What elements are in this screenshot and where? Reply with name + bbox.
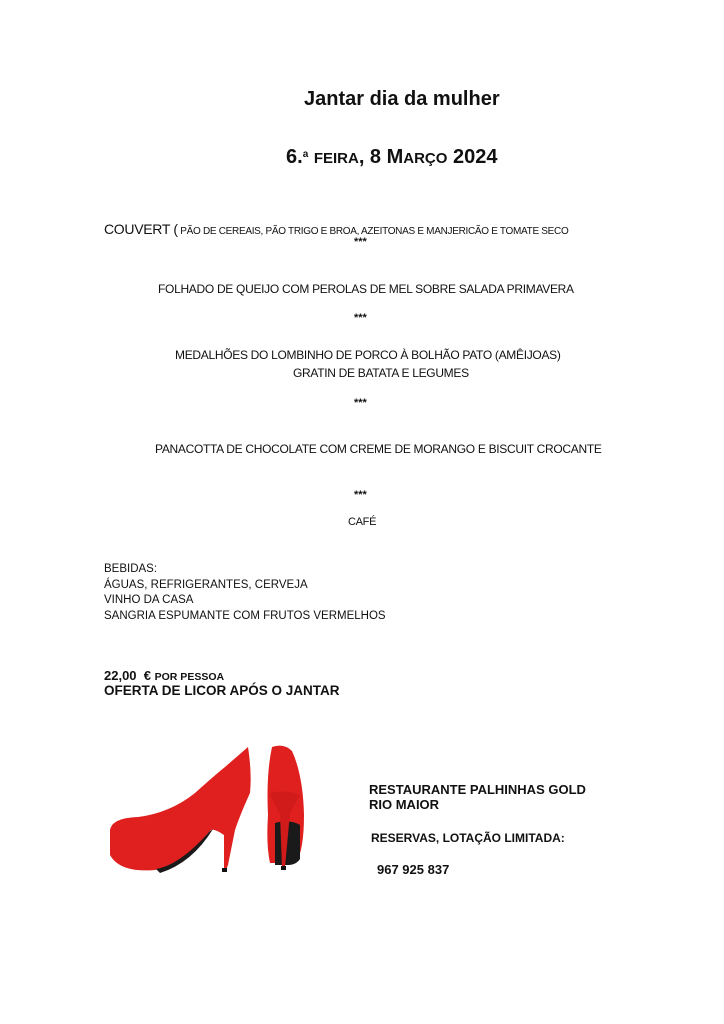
price-line [104,668,224,683]
menu-couvert [104,221,568,237]
separator: *** [354,397,367,409]
date-feira: FEIRA [313,150,359,167]
menu-coffee: CAFÉ [348,516,377,528]
drinks-item: SANGRIA ESPUMANTE COM FRUTOS VERMELHOS [104,609,386,622]
separator: *** [354,489,367,501]
date-day-month: , 8 M [358,146,404,168]
price-amount: 22,00 [104,668,137,683]
event-date [286,146,498,169]
date-ordinal: a [302,149,309,160]
menu-starter: FOLHADO DE QUEIJO COM PEROLAS DE MEL SOBRE SALADA PRIMAVERA [158,282,574,296]
drinks-item: VINHO DA CASA [104,594,194,606]
reservations-note: RESERVAS, LOTAÇÃO LIMITADA: [371,831,565,845]
drinks-section [104,562,386,624]
restaurant-location: RIO MAIOR [369,797,440,812]
menu-main-line1: MEDALHÕES DO LOMBINHO DE PORCO À BOLHÃO PATO (AMÊIJOAS) [175,348,561,362]
date-day-number: 6. [286,146,303,168]
couvert-items: PÃO DE CEREAIS, PÃO TRIGO E BROA, AZEITONAS E MANJERICÃO E TOMATE SECO [177,226,569,237]
drinks-item: ÁGUAS, REFRIGERANTES, CERVEJA [104,578,308,591]
price-per-person: POR PESSOA [154,671,225,683]
separator: *** [354,312,367,324]
high-heels-icon [100,735,320,910]
page-title: Jantar dia da mulher [304,88,500,110]
drinks-heading: BEBIDAS: [104,563,158,575]
separator: *** [354,236,367,248]
menu-dessert: PANACOTTA DE CHOCOLATE COM CREME DE MORANGO E BISCUIT CROCANTE [155,442,602,456]
liqueur-offer: OFERTA DE LICOR APÓS O JANTAR [104,683,340,698]
couvert-label: COUVERT ( [104,221,178,237]
date-year: 2024 [447,146,498,168]
red-shoes-image [100,735,320,910]
restaurant-name: RESTAURANTE PALHINHAS GOLD [369,782,586,797]
price-currency: € [143,668,152,683]
date-month-rest: ARÇO [403,150,448,167]
phone-number: 967 925 837 [377,862,450,877]
restaurant-info [369,782,586,812]
menu-main-line2: GRATIN DE BATATA E LEGUMES [293,366,469,380]
